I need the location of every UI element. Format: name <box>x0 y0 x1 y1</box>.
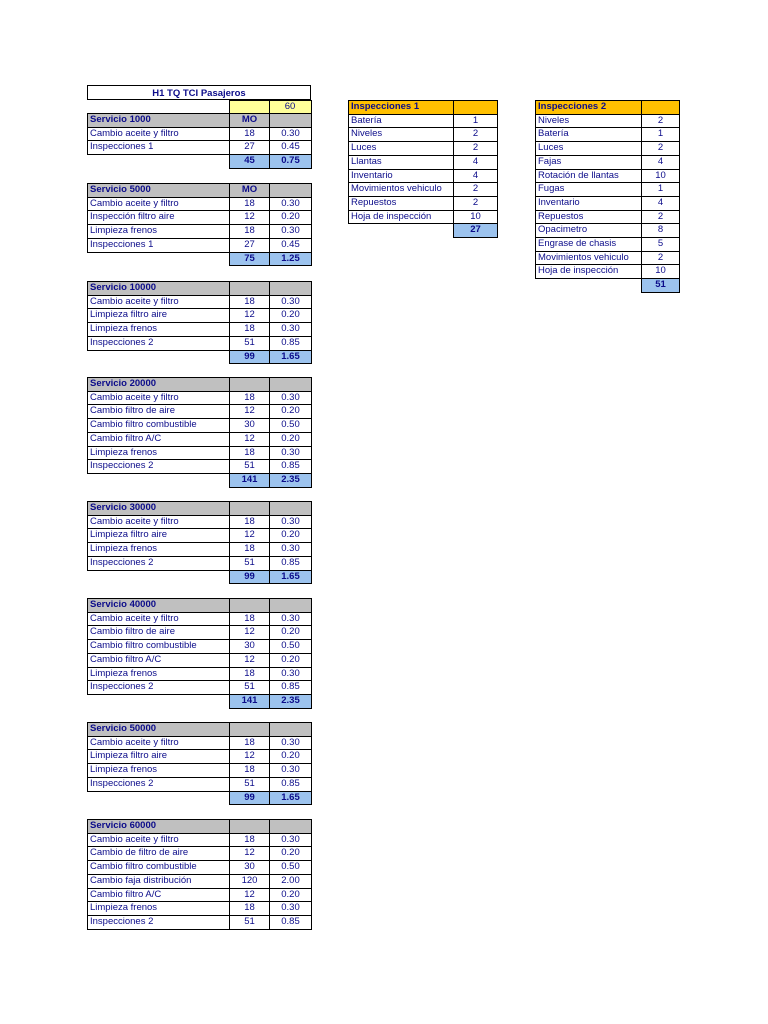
total-mo[interactable]: 141 <box>230 473 270 487</box>
table-row <box>88 238 312 252</box>
task-label[interactable]: Cambio aceite y filtro <box>88 127 230 141</box>
task-label[interactable]: Limpieza frenos <box>88 446 230 460</box>
task-mo[interactable]: 18 <box>230 197 270 211</box>
blank-cell <box>88 570 230 584</box>
table-row <box>88 127 312 141</box>
table-row <box>88 197 312 211</box>
task-label[interactable]: Cambio faja distribución <box>88 874 230 888</box>
table-row <box>88 336 312 350</box>
inspection-value[interactable]: 2 <box>642 142 680 156</box>
total-mo[interactable]: 99 <box>230 350 270 364</box>
task-label[interactable]: Cambio filtro combustible <box>88 640 230 654</box>
task-label[interactable]: Cambio filtro A/C <box>88 432 230 446</box>
table-row <box>88 640 312 654</box>
total-mo[interactable]: 141 <box>230 694 270 708</box>
task-label[interactable]: Cambio filtro combustible <box>88 419 230 433</box>
task-hours[interactable]: 0.30 <box>270 515 312 529</box>
task-hours[interactable]: 2.00 <box>270 874 312 888</box>
inspection-value[interactable]: 10 <box>454 210 498 224</box>
task-mo[interactable]: 12 <box>230 529 270 543</box>
table-row <box>536 183 680 197</box>
table-row <box>349 155 498 169</box>
task-mo[interactable]: 18 <box>230 446 270 460</box>
inspection-value[interactable]: 10 <box>642 169 680 183</box>
task-label[interactable]: Limpieza frenos <box>88 902 230 916</box>
task-mo[interactable]: 18 <box>230 833 270 847</box>
task-mo[interactable]: 30 <box>230 861 270 875</box>
total-mo[interactable]: 45 <box>230 155 270 169</box>
service-header-row <box>88 820 312 834</box>
task-label[interactable]: Limpieza filtro aire <box>88 309 230 323</box>
inspection-value[interactable]: 2 <box>642 210 680 224</box>
service-name: Servicio 5000 <box>88 184 230 198</box>
blank-cell <box>88 252 230 266</box>
task-label[interactable]: Cambio aceite y filtro <box>88 515 230 529</box>
inspection-value[interactable]: 10 <box>642 265 680 279</box>
inspection-header-row <box>349 101 498 115</box>
hourly-rate[interactable]: 60 <box>269 101 311 115</box>
total-row <box>88 252 312 266</box>
table-row <box>88 736 312 750</box>
inspection-label[interactable]: Opacimetro <box>536 224 642 238</box>
table-row <box>88 847 312 861</box>
total-row <box>88 791 312 805</box>
task-mo[interactable]: 30 <box>230 640 270 654</box>
task-label[interactable]: Inspecciones 2 <box>88 336 230 350</box>
total-mo[interactable]: 99 <box>230 570 270 584</box>
inspection-label[interactable]: Batería <box>536 128 642 142</box>
inspection-value[interactable]: 4 <box>454 169 498 183</box>
mo-header <box>230 282 270 296</box>
task-label[interactable]: Cambio aceite y filtro <box>88 833 230 847</box>
total-row <box>88 473 312 487</box>
total-row <box>88 350 312 364</box>
task-hours[interactable]: 0.45 <box>270 238 312 252</box>
table-row <box>88 653 312 667</box>
task-hours[interactable]: 0.30 <box>270 197 312 211</box>
task-label[interactable]: Inspecciones 2 <box>88 777 230 791</box>
inspection-value[interactable]: 4 <box>642 155 680 169</box>
task-hours[interactable]: 0.30 <box>270 295 312 309</box>
table-row <box>88 612 312 626</box>
inspection-title: Inspecciones 2 <box>536 101 642 115</box>
inspection-label[interactable]: Niveles <box>349 128 454 142</box>
task-label[interactable]: Cambio filtro de aire <box>88 405 230 419</box>
service-name: Servicio 50000 <box>88 723 230 737</box>
table-row <box>88 556 312 570</box>
inspection-label[interactable]: Inventario <box>536 196 642 210</box>
task-hours[interactable]: 0.50 <box>270 861 312 875</box>
blank-cell <box>536 279 642 293</box>
inspection-label[interactable]: Inventario <box>349 169 454 183</box>
task-hours[interactable]: 0.30 <box>270 323 312 337</box>
inspection-value[interactable]: 2 <box>454 196 498 210</box>
task-hours[interactable]: 0.85 <box>270 556 312 570</box>
blank-cell <box>88 791 230 805</box>
task-mo[interactable]: 18 <box>230 612 270 626</box>
task-mo[interactable]: 120 <box>230 874 270 888</box>
table-row <box>536 238 680 252</box>
inspection-label[interactable]: Niveles <box>536 114 642 128</box>
blank-cell <box>88 155 230 169</box>
service-name: Servicio 60000 <box>88 820 230 834</box>
table-row <box>88 141 312 155</box>
task-label[interactable]: Cambio filtro A/C <box>88 653 230 667</box>
table-row <box>349 196 498 210</box>
table-row <box>88 419 312 433</box>
task-label[interactable]: Limpieza frenos <box>88 764 230 778</box>
task-label[interactable]: Limpieza filtro aire <box>88 750 230 764</box>
task-label[interactable]: Cambio aceite y filtro <box>88 736 230 750</box>
task-mo[interactable]: 12 <box>230 405 270 419</box>
mo-header <box>230 820 270 834</box>
task-hours[interactable]: 0.30 <box>270 446 312 460</box>
inspection-label[interactable]: Movimientos vehiculo <box>536 251 642 265</box>
task-label[interactable]: Inspecciones 2 <box>88 681 230 695</box>
task-mo[interactable]: 51 <box>230 336 270 350</box>
mo-header <box>230 723 270 737</box>
inspection-label[interactable]: Batería <box>349 114 454 128</box>
inspection-value[interactable]: 5 <box>642 238 680 252</box>
table-row <box>536 251 680 265</box>
inspection-total[interactable]: 51 <box>642 279 680 293</box>
mo-header: MO <box>230 114 270 128</box>
task-mo[interactable]: 51 <box>230 556 270 570</box>
task-hours[interactable]: 0.50 <box>270 640 312 654</box>
hours-header <box>270 599 312 613</box>
total-hours[interactable]: 2.35 <box>270 694 312 708</box>
table-row <box>88 323 312 337</box>
hours-header <box>270 378 312 392</box>
table-row <box>536 155 680 169</box>
task-mo[interactable]: 18 <box>230 515 270 529</box>
task-hours[interactable]: 0.20 <box>270 653 312 667</box>
sheet-title: H1 TQ TCI Pasajeros <box>87 85 311 100</box>
task-hours[interactable]: 0.50 <box>270 419 312 433</box>
total-hours[interactable]: 2.35 <box>270 473 312 487</box>
task-mo[interactable]: 18 <box>230 295 270 309</box>
task-hours[interactable]: 0.20 <box>270 847 312 861</box>
hours-header <box>270 282 312 296</box>
table-row <box>88 874 312 888</box>
inspection-value[interactable]: 4 <box>454 155 498 169</box>
inspection-value[interactable]: 1 <box>642 183 680 197</box>
table-row <box>88 309 312 323</box>
task-label[interactable]: Inspección filtro aire <box>88 211 230 225</box>
service-header-row <box>88 502 312 516</box>
task-mo[interactable]: 18 <box>230 323 270 337</box>
task-mo[interactable]: 18 <box>230 391 270 405</box>
table-row <box>349 128 498 142</box>
task-mo[interactable]: 27 <box>230 141 270 155</box>
total-row <box>88 694 312 708</box>
task-hours[interactable]: 0.85 <box>270 777 312 791</box>
table-row <box>536 114 680 128</box>
task-hours[interactable]: 0.30 <box>270 764 312 778</box>
task-hours[interactable]: 0.20 <box>270 626 312 640</box>
mo-header <box>230 599 270 613</box>
inspection-title: Inspecciones 1 <box>349 101 454 115</box>
table-row <box>536 169 680 183</box>
table-row <box>536 196 680 210</box>
table-row <box>88 405 312 419</box>
service-header-row <box>88 184 312 198</box>
task-mo[interactable]: 12 <box>230 653 270 667</box>
task-label[interactable]: Cambio de filtro de aire <box>88 847 230 861</box>
hours-header <box>270 502 312 516</box>
total-row <box>349 224 498 238</box>
task-mo[interactable]: 30 <box>230 419 270 433</box>
task-hours[interactable]: 0.20 <box>270 432 312 446</box>
blank-cell <box>88 694 230 708</box>
table-row <box>536 224 680 238</box>
inspecciones-2-table <box>535 100 680 293</box>
task-label[interactable]: Cambio aceite y filtro <box>88 295 230 309</box>
service-table <box>87 281 312 364</box>
table-row <box>88 861 312 875</box>
task-hours[interactable]: 0.30 <box>270 391 312 405</box>
inspection-label[interactable]: Fugas <box>536 183 642 197</box>
table-row <box>88 225 312 239</box>
service-header-row <box>88 723 312 737</box>
service-header-row <box>88 599 312 613</box>
task-hours[interactable]: 0.20 <box>270 529 312 543</box>
task-label[interactable]: Cambio filtro combustible <box>88 861 230 875</box>
inspection-value[interactable]: 4 <box>642 196 680 210</box>
task-mo[interactable]: 12 <box>230 211 270 225</box>
table-row <box>349 169 498 183</box>
task-label[interactable]: Inspecciones 2 <box>88 915 230 929</box>
table-row <box>536 142 680 156</box>
task-hours[interactable]: 0.30 <box>270 833 312 847</box>
mo-header <box>230 502 270 516</box>
task-label[interactable]: Cambio filtro de aire <box>88 626 230 640</box>
total-hours[interactable]: 1.65 <box>270 570 312 584</box>
task-mo[interactable]: 51 <box>230 777 270 791</box>
task-hours[interactable]: 0.30 <box>270 225 312 239</box>
task-mo[interactable]: 18 <box>230 902 270 916</box>
table-row <box>88 432 312 446</box>
task-hours[interactable]: 0.85 <box>270 681 312 695</box>
task-hours[interactable]: 0.45 <box>270 141 312 155</box>
task-mo[interactable]: 18 <box>230 667 270 681</box>
task-hours[interactable]: 0.30 <box>270 902 312 916</box>
table-row <box>88 460 312 474</box>
inspection-label[interactable]: Fajas <box>536 155 642 169</box>
inspection-value[interactable]: 8 <box>642 224 680 238</box>
task-hours[interactable]: 0.30 <box>270 736 312 750</box>
service-table <box>87 722 312 805</box>
service-header-row <box>88 378 312 392</box>
hours-header <box>270 820 312 834</box>
service-header-row <box>88 282 312 296</box>
task-mo[interactable]: 18 <box>230 736 270 750</box>
service-name: Servicio 40000 <box>88 599 230 613</box>
task-hours[interactable]: 0.85 <box>270 915 312 929</box>
inspection-label[interactable]: Llantas <box>349 155 454 169</box>
table-row <box>88 543 312 557</box>
task-label[interactable]: Inspecciones 2 <box>88 556 230 570</box>
service-name: Servicio 20000 <box>88 378 230 392</box>
task-mo[interactable]: 18 <box>230 225 270 239</box>
inspection-header-blank <box>642 101 680 115</box>
task-label[interactable]: Limpieza filtro aire <box>88 529 230 543</box>
task-label[interactable]: Limpieza frenos <box>88 543 230 557</box>
task-mo[interactable]: 12 <box>230 847 270 861</box>
task-label[interactable]: Limpieza frenos <box>88 667 230 681</box>
mo-header: MO <box>230 184 270 198</box>
task-label[interactable]: Inspecciones 2 <box>88 460 230 474</box>
blank-cell <box>349 224 454 238</box>
table-row <box>536 128 680 142</box>
task-mo[interactable]: 51 <box>230 681 270 695</box>
table-row <box>88 529 312 543</box>
table-row <box>88 446 312 460</box>
task-label[interactable]: Cambio filtro A/C <box>88 888 230 902</box>
task-mo[interactable]: 12 <box>230 750 270 764</box>
table-row <box>88 764 312 778</box>
table-row <box>88 211 312 225</box>
table-row <box>88 750 312 764</box>
inspection-value[interactable]: 2 <box>642 251 680 265</box>
task-label[interactable]: Cambio aceite y filtro <box>88 612 230 626</box>
task-mo[interactable]: 12 <box>230 309 270 323</box>
task-label[interactable]: Limpieza frenos <box>88 323 230 337</box>
inspection-value[interactable]: 1 <box>454 114 498 128</box>
table-row <box>88 902 312 916</box>
task-mo[interactable]: 18 <box>230 543 270 557</box>
total-hours[interactable]: 0.75 <box>270 155 312 169</box>
hours-header <box>270 184 312 198</box>
task-hours[interactable]: 0.30 <box>270 612 312 626</box>
service-table <box>87 501 312 584</box>
inspection-label[interactable]: Engrase de chasis <box>536 238 642 252</box>
service-name: Servicio 1000 <box>88 114 230 128</box>
service-table <box>87 598 312 709</box>
table-row <box>88 626 312 640</box>
task-mo[interactable]: 12 <box>230 888 270 902</box>
hours-header <box>270 114 312 128</box>
task-label[interactable]: Limpieza frenos <box>88 225 230 239</box>
service-table <box>87 183 312 266</box>
task-hours[interactable]: 0.20 <box>270 211 312 225</box>
total-hours[interactable]: 1.65 <box>270 350 312 364</box>
service-table <box>87 113 312 169</box>
task-label[interactable]: Cambio aceite y filtro <box>88 391 230 405</box>
hours-header <box>270 723 312 737</box>
task-mo[interactable]: 12 <box>230 432 270 446</box>
service-header-row <box>88 114 312 128</box>
total-row <box>536 279 680 293</box>
inspection-value[interactable]: 2 <box>642 114 680 128</box>
service-name: Servicio 10000 <box>88 282 230 296</box>
table-row <box>88 833 312 847</box>
table-row <box>88 667 312 681</box>
inspection-value[interactable]: 2 <box>454 142 498 156</box>
service-table <box>87 819 312 930</box>
table-row <box>88 295 312 309</box>
inspection-label[interactable]: Movimientos vehiculo <box>349 183 454 197</box>
blank-cell <box>88 473 230 487</box>
task-mo[interactable]: 27 <box>230 238 270 252</box>
table-row <box>88 777 312 791</box>
table-row <box>88 915 312 929</box>
total-mo[interactable]: 99 <box>230 791 270 805</box>
task-mo[interactable]: 51 <box>230 915 270 929</box>
task-hours[interactable]: 0.20 <box>270 888 312 902</box>
task-mo[interactable]: 18 <box>230 764 270 778</box>
service-table <box>87 377 312 488</box>
table-row <box>349 210 498 224</box>
total-hours[interactable]: 1.65 <box>270 791 312 805</box>
inspection-total[interactable]: 27 <box>454 224 498 238</box>
inspection-label[interactable]: Hoja de inspección <box>349 210 454 224</box>
inspection-value[interactable]: 2 <box>454 128 498 142</box>
task-hours[interactable]: 0.20 <box>270 309 312 323</box>
mo-header <box>230 378 270 392</box>
table-row <box>536 210 680 224</box>
total-row <box>88 155 312 169</box>
total-hours[interactable]: 1.25 <box>270 252 312 266</box>
task-hours[interactable]: 0.30 <box>270 127 312 141</box>
task-hours[interactable]: 0.20 <box>270 405 312 419</box>
inspection-header-row <box>536 101 680 115</box>
task-hours[interactable]: 0.85 <box>270 460 312 474</box>
inspection-value[interactable]: 2 <box>454 183 498 197</box>
inspection-label[interactable]: Repuestos <box>349 196 454 210</box>
task-hours[interactable]: 0.85 <box>270 336 312 350</box>
table-row <box>536 265 680 279</box>
inspection-label[interactable]: Repuestos <box>536 210 642 224</box>
inspection-label[interactable]: Rotación de llantas <box>536 169 642 183</box>
table-row <box>88 888 312 902</box>
task-mo[interactable]: 12 <box>230 626 270 640</box>
task-label[interactable]: Cambio aceite y filtro <box>88 197 230 211</box>
total-row <box>88 570 312 584</box>
inspection-label[interactable]: Luces <box>536 142 642 156</box>
inspection-label[interactable]: Luces <box>349 142 454 156</box>
service-name: Servicio 30000 <box>88 502 230 516</box>
blank-cell <box>88 350 230 364</box>
inspection-value[interactable]: 1 <box>642 128 680 142</box>
table-row <box>88 391 312 405</box>
total-mo[interactable]: 75 <box>230 252 270 266</box>
inspection-label[interactable]: Hoja de inspección <box>536 265 642 279</box>
table-row <box>88 681 312 695</box>
task-hours[interactable]: 0.20 <box>270 750 312 764</box>
table-row <box>349 142 498 156</box>
inspecciones-1-table <box>348 100 498 238</box>
table-row <box>88 515 312 529</box>
table-row <box>349 183 498 197</box>
table-row <box>349 114 498 128</box>
task-mo[interactable]: 18 <box>230 127 270 141</box>
task-mo[interactable]: 51 <box>230 460 270 474</box>
task-label[interactable]: Inspecciones 1 <box>88 238 230 252</box>
inspection-header-blank <box>454 101 498 115</box>
task-hours[interactable]: 0.30 <box>270 667 312 681</box>
task-hours[interactable]: 0.30 <box>270 543 312 557</box>
task-label[interactable]: Inspecciones 1 <box>88 141 230 155</box>
